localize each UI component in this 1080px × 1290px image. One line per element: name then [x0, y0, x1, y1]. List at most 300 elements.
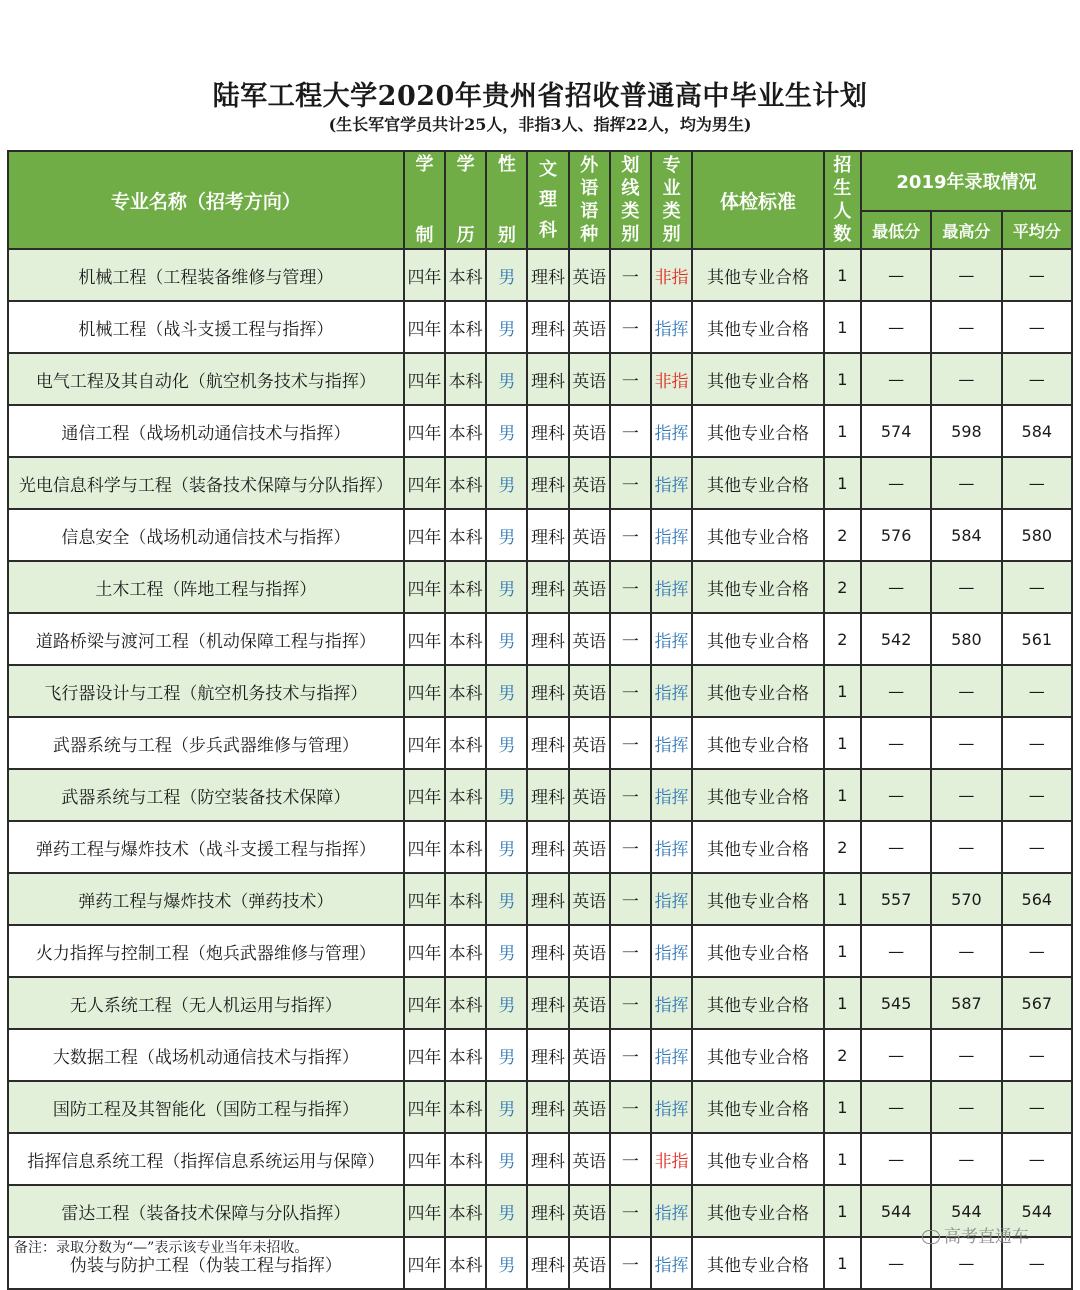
cell-duration: 四年 — [404, 301, 445, 353]
cell-duration: 四年 — [404, 821, 445, 873]
cell-min-score: — — [861, 665, 931, 717]
cell-physical: 其他专业合格 — [692, 1081, 824, 1133]
cell-degree: 本科 — [445, 665, 486, 717]
cell-degree: 本科 — [445, 509, 486, 561]
cell-gender: 男 — [486, 509, 527, 561]
cell-major-type: 指挥 — [651, 613, 692, 665]
cell-avg-score: — — [1002, 457, 1072, 509]
cell-max-score: — — [931, 1029, 1001, 1081]
cell-major-type: 指挥 — [651, 665, 692, 717]
cell-min-score: — — [861, 1133, 931, 1185]
cell-max-score: — — [931, 353, 1001, 405]
cell-gender: 男 — [486, 1081, 527, 1133]
table-row — [8, 1029, 1072, 1081]
cell-major-type: 指挥 — [651, 925, 692, 977]
cell-major-type: 指挥 — [651, 405, 692, 457]
cell-gender: 男 — [486, 1185, 527, 1237]
cell-major-type: 指挥 — [651, 873, 692, 925]
cell-language: 英语 — [569, 1081, 610, 1133]
cell-language: 英语 — [569, 301, 610, 353]
cell-physical: 其他专业合格 — [692, 353, 824, 405]
cell-physical: 其他专业合格 — [692, 1133, 824, 1185]
cell-degree: 本科 — [445, 405, 486, 457]
cell-language: 英语 — [569, 665, 610, 717]
cell-quota: 1 — [824, 353, 861, 405]
table-row — [8, 405, 1072, 457]
cell-max-score: 598 — [931, 405, 1001, 457]
cell-major-name: 弹药工程与爆炸技术（弹药技术） — [8, 873, 404, 925]
cell-degree: 本科 — [445, 1185, 486, 1237]
cell-language: 英语 — [569, 769, 610, 821]
cell-quota: 1 — [824, 769, 861, 821]
cell-quota: 1 — [824, 717, 861, 769]
table-row — [8, 873, 1072, 925]
cell-quota: 1 — [824, 1081, 861, 1133]
cell-avg-score: — — [1002, 665, 1072, 717]
cell-degree: 本科 — [445, 769, 486, 821]
cell-physical: 其他专业合格 — [692, 925, 824, 977]
page-subtitle: (生长军官学员共计25人，非指3人、指挥22人，均为男生) — [328, 115, 752, 134]
table-row — [8, 561, 1072, 613]
cell-physical: 其他专业合格 — [692, 457, 824, 509]
footnote: 备注：录取分数为“—”表示该专业当年未招收。 — [14, 1240, 309, 1256]
cell-duration: 四年 — [404, 249, 445, 301]
cell-gender: 男 — [486, 457, 527, 509]
cell-major-type: 指挥 — [651, 769, 692, 821]
cell-line-type: 一 — [610, 509, 651, 561]
cell-physical: 其他专业合格 — [692, 821, 824, 873]
cell-physical: 其他专业合格 — [692, 873, 824, 925]
cell-max-score: 544 — [931, 1185, 1001, 1237]
cell-avg-score: — — [1002, 1133, 1072, 1185]
cell-major-name: 信息安全（战场机动通信技术与指挥） — [8, 509, 404, 561]
cell-duration: 四年 — [404, 1081, 445, 1133]
cell-duration: 四年 — [404, 613, 445, 665]
cell-min-score: — — [861, 717, 931, 769]
table-row — [8, 977, 1072, 1029]
cell-max-score: — — [931, 301, 1001, 353]
cell-subject: 理科 — [527, 509, 568, 561]
cell-major-type: 指挥 — [651, 457, 692, 509]
cell-avg-score: 580 — [1002, 509, 1072, 561]
cell-max-score: — — [931, 561, 1001, 613]
cell-degree: 本科 — [445, 821, 486, 873]
cell-avg-score: — — [1002, 769, 1072, 821]
table-row — [8, 1081, 1072, 1133]
cell-duration: 四年 — [404, 769, 445, 821]
cell-degree: 本科 — [445, 1081, 486, 1133]
header-major-type: 专 业 类 别 — [651, 151, 692, 249]
cell-major-name: 电气工程及其自动化（航空机务技术与指挥） — [8, 353, 404, 405]
cell-line-type: 一 — [610, 457, 651, 509]
cell-physical: 其他专业合格 — [692, 561, 824, 613]
cell-subject: 理科 — [527, 925, 568, 977]
cell-major-name: 通信工程（战场机动通信技术与指挥） — [8, 405, 404, 457]
cell-min-score: 574 — [861, 405, 931, 457]
cell-language: 英语 — [569, 1133, 610, 1185]
header-degree: 学 历 — [445, 151, 486, 249]
cell-quota: 1 — [824, 925, 861, 977]
cell-quota: 2 — [824, 1029, 861, 1081]
table-row — [8, 769, 1072, 821]
table-row — [8, 821, 1072, 873]
cell-major-name: 指挥信息系统工程（指挥信息系统运用与保障） — [8, 1133, 404, 1185]
cell-quota: 1 — [824, 1185, 861, 1237]
cell-duration: 四年 — [404, 353, 445, 405]
cell-subject: 理科 — [527, 301, 568, 353]
table-row — [8, 925, 1072, 977]
cell-gender: 男 — [486, 873, 527, 925]
cell-avg-score: 564 — [1002, 873, 1072, 925]
cell-quota: 2 — [824, 613, 861, 665]
table-row — [8, 509, 1072, 561]
cell-major-name: 国防工程及其智能化（国防工程与指挥） — [8, 1081, 404, 1133]
cell-line-type: 一 — [610, 821, 651, 873]
cell-min-score: — — [861, 821, 931, 873]
cell-major-name: 飞行器设计与工程（航空机务技术与指挥） — [8, 665, 404, 717]
cell-line-type: 一 — [610, 353, 651, 405]
cell-language: 英语 — [569, 561, 610, 613]
cell-duration: 四年 — [404, 1133, 445, 1185]
cell-avg-score: 567 — [1002, 977, 1072, 1029]
cell-line-type: 一 — [610, 249, 651, 301]
cell-subject: 理科 — [527, 977, 568, 1029]
cell-min-score: — — [861, 457, 931, 509]
cell-subject: 理科 — [527, 249, 568, 301]
cell-quota: 1 — [824, 1133, 861, 1185]
cell-line-type: 一 — [610, 1237, 651, 1289]
cell-gender: 男 — [486, 353, 527, 405]
cell-duration: 四年 — [404, 873, 445, 925]
cell-physical: 其他专业合格 — [692, 977, 824, 1029]
cell-quota: 1 — [824, 301, 861, 353]
enrollment-table — [7, 150, 1073, 1290]
cell-max-score: 570 — [931, 873, 1001, 925]
cell-language: 英语 — [569, 717, 610, 769]
cell-line-type: 一 — [610, 717, 651, 769]
cell-physical: 其他专业合格 — [692, 1237, 824, 1289]
cell-gender: 男 — [486, 769, 527, 821]
cell-line-type: 一 — [610, 1185, 651, 1237]
cell-language: 英语 — [569, 1237, 610, 1289]
cell-degree: 本科 — [445, 353, 486, 405]
cell-major-name: 大数据工程（战场机动通信技术与指挥） — [8, 1029, 404, 1081]
cell-min-score: 576 — [861, 509, 931, 561]
header-physical-standard: 体检标准 — [692, 151, 824, 249]
header-max-score: 最高分 — [931, 211, 1001, 249]
header-2019-admission: 2019年录取情况 — [861, 151, 1072, 211]
cell-gender: 男 — [486, 1133, 527, 1185]
cell-gender: 男 — [486, 405, 527, 457]
cell-max-score: — — [931, 665, 1001, 717]
cell-max-score: — — [931, 925, 1001, 977]
table-row — [8, 249, 1072, 301]
cell-degree: 本科 — [445, 977, 486, 1029]
cell-major-type: 指挥 — [651, 1237, 692, 1289]
cell-duration: 四年 — [404, 665, 445, 717]
cell-subject: 理科 — [527, 405, 568, 457]
cell-major-type: 指挥 — [651, 1029, 692, 1081]
cell-line-type: 一 — [610, 561, 651, 613]
cell-avg-score: — — [1002, 925, 1072, 977]
cell-major-type: 非指 — [651, 353, 692, 405]
cell-min-score: — — [861, 301, 931, 353]
cell-max-score: — — [931, 769, 1001, 821]
header-duration: 学 制 — [404, 151, 445, 249]
cell-line-type: 一 — [610, 301, 651, 353]
cell-language: 英语 — [569, 925, 610, 977]
cell-line-type: 一 — [610, 977, 651, 1029]
cell-quota: 2 — [824, 509, 861, 561]
cell-degree: 本科 — [445, 925, 486, 977]
cell-max-score: — — [931, 821, 1001, 873]
cell-major-type: 指挥 — [651, 561, 692, 613]
cell-language: 英语 — [569, 457, 610, 509]
cell-max-score: 587 — [931, 977, 1001, 1029]
cell-degree: 本科 — [445, 301, 486, 353]
cell-min-score: — — [861, 1237, 931, 1289]
cell-line-type: 一 — [610, 873, 651, 925]
cell-quota: 2 — [824, 821, 861, 873]
cell-avg-score: — — [1002, 561, 1072, 613]
cell-major-name: 武器系统与工程（防空装备技术保障） — [8, 769, 404, 821]
cell-quota: 1 — [824, 405, 861, 457]
cell-degree: 本科 — [445, 1029, 486, 1081]
cell-max-score: — — [931, 717, 1001, 769]
cell-major-name: 火力指挥与控制工程（炮兵武器维修与管理） — [8, 925, 404, 977]
cell-duration: 四年 — [404, 717, 445, 769]
cell-major-name: 土木工程（阵地工程与指挥） — [8, 561, 404, 613]
cell-line-type: 一 — [610, 665, 651, 717]
cell-physical: 其他专业合格 — [692, 249, 824, 301]
table-row — [8, 1133, 1072, 1185]
cell-line-type: 一 — [610, 925, 651, 977]
cell-language: 英语 — [569, 1185, 610, 1237]
cell-line-type: 一 — [610, 613, 651, 665]
cell-avg-score: — — [1002, 821, 1072, 873]
cell-gender: 男 — [486, 301, 527, 353]
cell-quota: 1 — [824, 457, 861, 509]
cell-min-score: — — [861, 1081, 931, 1133]
cell-subject: 理科 — [527, 561, 568, 613]
cell-max-score: — — [931, 1237, 1001, 1289]
cell-physical: 其他专业合格 — [692, 717, 824, 769]
cell-quota: 1 — [824, 873, 861, 925]
cell-max-score: — — [931, 457, 1001, 509]
cell-max-score: 580 — [931, 613, 1001, 665]
cell-subject: 理科 — [527, 665, 568, 717]
cell-degree: 本科 — [445, 1237, 486, 1289]
cell-gender: 男 — [486, 821, 527, 873]
cell-language: 英语 — [569, 821, 610, 873]
cell-language: 英语 — [569, 405, 610, 457]
cell-duration: 四年 — [404, 925, 445, 977]
table-row — [8, 613, 1072, 665]
watermark — [922, 1222, 1029, 1247]
cell-line-type: 一 — [610, 1081, 651, 1133]
header-avg-score: 平均分 — [1002, 211, 1072, 249]
cell-min-score: — — [861, 249, 931, 301]
cell-min-score: 557 — [861, 873, 931, 925]
cell-duration: 四年 — [404, 977, 445, 1029]
cell-subject: 理科 — [527, 769, 568, 821]
cell-gender: 男 — [486, 613, 527, 665]
cell-duration: 四年 — [404, 1185, 445, 1237]
cell-min-score: — — [861, 1029, 931, 1081]
cell-major-type: 指挥 — [651, 1081, 692, 1133]
table-row — [8, 665, 1072, 717]
cell-avg-score: — — [1002, 353, 1072, 405]
table-row — [8, 717, 1072, 769]
cell-line-type: 一 — [610, 405, 651, 457]
cell-subject: 理科 — [527, 1081, 568, 1133]
cell-language: 英语 — [569, 873, 610, 925]
cell-quota: 2 — [824, 561, 861, 613]
cell-degree: 本科 — [445, 717, 486, 769]
cell-avg-score: — — [1002, 301, 1072, 353]
cell-gender: 男 — [486, 717, 527, 769]
cell-major-name: 机械工程（战斗支援工程与指挥） — [8, 301, 404, 353]
cell-min-score: 542 — [861, 613, 931, 665]
cell-subject: 理科 — [527, 821, 568, 873]
cell-gender: 男 — [486, 1029, 527, 1081]
cell-line-type: 一 — [610, 769, 651, 821]
cell-quota: 1 — [824, 1237, 861, 1289]
cell-duration: 四年 — [404, 509, 445, 561]
cell-avg-score: — — [1002, 1237, 1072, 1289]
table-row — [8, 457, 1072, 509]
cell-language: 英语 — [569, 249, 610, 301]
cell-avg-score: — — [1002, 1081, 1072, 1133]
cell-physical: 其他专业合格 — [692, 509, 824, 561]
cell-max-score: — — [931, 249, 1001, 301]
cell-major-name: 武器系统与工程（步兵武器维修与管理） — [8, 717, 404, 769]
cell-gender: 男 — [486, 249, 527, 301]
cell-max-score: — — [931, 1133, 1001, 1185]
cell-degree: 本科 — [445, 457, 486, 509]
cell-quota: 1 — [824, 665, 861, 717]
cell-min-score: — — [861, 353, 931, 405]
cell-major-type: 指挥 — [651, 717, 692, 769]
cell-language: 英语 — [569, 353, 610, 405]
cell-min-score: 544 — [861, 1185, 931, 1237]
cell-subject: 理科 — [527, 1133, 568, 1185]
cell-major-name: 光电信息科学与工程（装备技术保障与分队指挥） — [8, 457, 404, 509]
cell-major-name: 伪装与防护工程（伪装工程与指挥） — [8, 1237, 404, 1289]
cell-avg-score: 544 — [1002, 1185, 1072, 1237]
page-title: 陆军工程大学2020年贵州省招收普通高中毕业生计划 — [212, 81, 868, 112]
header-language: 外 语 语 种 — [569, 151, 610, 249]
cell-degree: 本科 — [445, 613, 486, 665]
cell-min-score: — — [861, 769, 931, 821]
table-row — [8, 1185, 1072, 1237]
cell-subject: 理科 — [527, 1185, 568, 1237]
cell-quota: 1 — [824, 249, 861, 301]
cell-max-score: 584 — [931, 509, 1001, 561]
cell-degree: 本科 — [445, 561, 486, 613]
cell-avg-score: — — [1002, 717, 1072, 769]
cell-major-name: 雷达工程（装备技术保障与分队指挥） — [8, 1185, 404, 1237]
cell-language: 英语 — [569, 1029, 610, 1081]
cell-duration: 四年 — [404, 561, 445, 613]
cell-avg-score: 561 — [1002, 613, 1072, 665]
cell-major-type: 非指 — [651, 1133, 692, 1185]
cell-major-name: 无人系统工程（无人机运用与指挥） — [8, 977, 404, 1029]
watermark-text: 高考直通车 — [944, 1227, 1029, 1247]
cell-physical: 其他专业合格 — [692, 613, 824, 665]
cell-line-type: 一 — [610, 1133, 651, 1185]
cell-subject: 理科 — [527, 873, 568, 925]
cell-duration: 四年 — [404, 1029, 445, 1081]
cell-major-name: 弹药工程与爆炸技术（战斗支援工程与指挥） — [8, 821, 404, 873]
cell-physical: 其他专业合格 — [692, 301, 824, 353]
header-subject: 文 理 科 — [527, 151, 568, 249]
table-row — [8, 301, 1072, 353]
header-line-type: 划 线 类 别 — [610, 151, 651, 249]
cell-major-name: 道路桥梁与渡河工程（机动保障工程与指挥） — [8, 613, 404, 665]
cell-subject: 理科 — [527, 1029, 568, 1081]
cell-subject: 理科 — [527, 613, 568, 665]
header-quota: 招 生 人 数 — [824, 151, 861, 249]
cell-gender: 男 — [486, 561, 527, 613]
cell-physical: 其他专业合格 — [692, 405, 824, 457]
cell-duration: 四年 — [404, 457, 445, 509]
cell-gender: 男 — [486, 665, 527, 717]
cell-major-type: 指挥 — [651, 977, 692, 1029]
header-major-name: 专业名称（招考方向） — [8, 151, 404, 249]
cell-major-type: 非指 — [651, 249, 692, 301]
cell-gender: 男 — [486, 1237, 527, 1289]
cell-major-type: 指挥 — [651, 1185, 692, 1237]
cell-gender: 男 — [486, 925, 527, 977]
cell-language: 英语 — [569, 509, 610, 561]
cell-duration: 四年 — [404, 1237, 445, 1289]
cell-language: 英语 — [569, 613, 610, 665]
cell-subject: 理科 — [527, 353, 568, 405]
cell-duration: 四年 — [404, 405, 445, 457]
cell-major-type: 指挥 — [651, 821, 692, 873]
cell-quota: 1 — [824, 977, 861, 1029]
cell-major-type: 指挥 — [651, 509, 692, 561]
cell-avg-score: — — [1002, 249, 1072, 301]
cell-gender: 男 — [486, 977, 527, 1029]
cell-major-type: 指挥 — [651, 301, 692, 353]
cell-subject: 理科 — [527, 717, 568, 769]
cell-physical: 其他专业合格 — [692, 769, 824, 821]
cell-degree: 本科 — [445, 873, 486, 925]
header-min-score: 最低分 — [861, 211, 931, 249]
cell-min-score: — — [861, 925, 931, 977]
cell-degree: 本科 — [445, 249, 486, 301]
cell-degree: 本科 — [445, 1133, 486, 1185]
cell-major-name: 机械工程（工程装备维修与管理） — [8, 249, 404, 301]
cell-min-score: — — [861, 561, 931, 613]
cell-avg-score: — — [1002, 1029, 1072, 1081]
cell-physical: 其他专业合格 — [692, 665, 824, 717]
cell-min-score: 545 — [861, 977, 931, 1029]
cell-subject: 理科 — [527, 457, 568, 509]
cell-language: 英语 — [569, 977, 610, 1029]
cell-subject: 理科 — [527, 1237, 568, 1289]
cell-line-type: 一 — [610, 1029, 651, 1081]
cell-avg-score: 584 — [1002, 405, 1072, 457]
cell-physical: 其他专业合格 — [692, 1029, 824, 1081]
table-row — [8, 353, 1072, 405]
cell-max-score: — — [931, 1081, 1001, 1133]
header-gender: 性 别 — [486, 151, 527, 249]
wechat-icon — [922, 1230, 940, 1244]
cell-physical: 其他专业合格 — [692, 1185, 824, 1237]
